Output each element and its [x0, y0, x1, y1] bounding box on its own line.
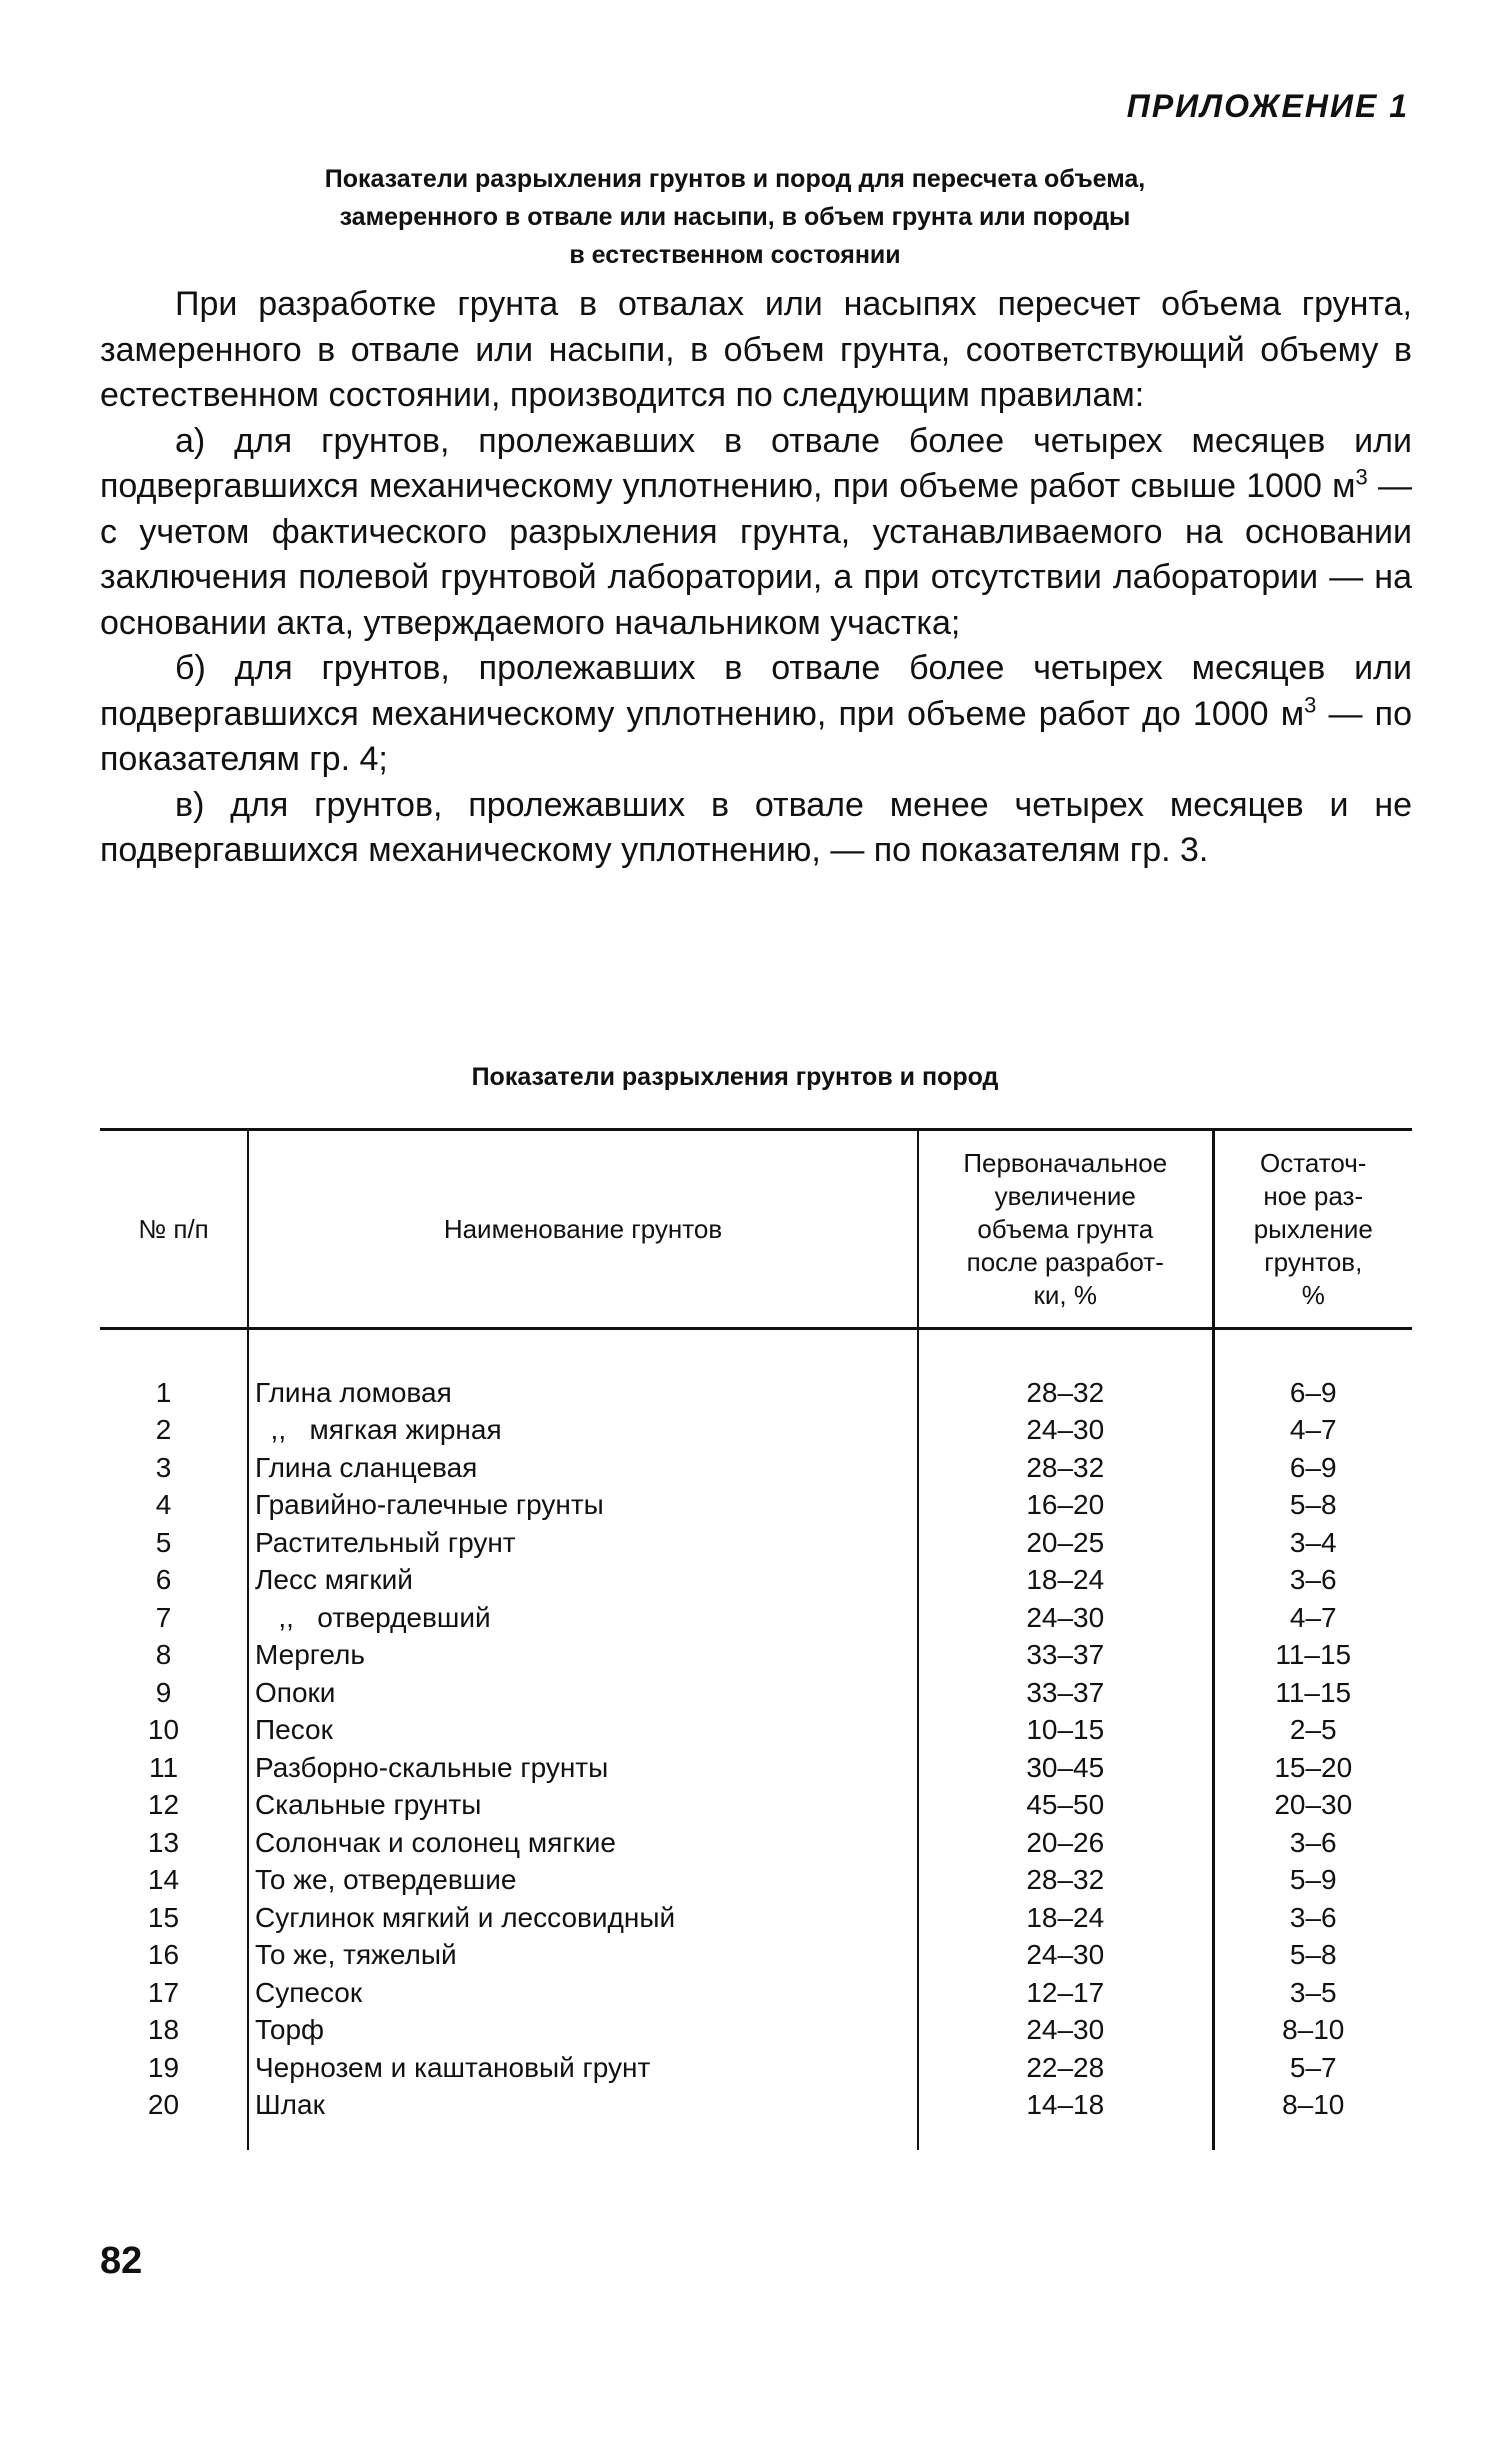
row-initial-increase: 16–20: [918, 1487, 1213, 1525]
header-initial-line: после разработ-: [966, 1246, 1164, 1277]
document-heading: [200, 160, 1270, 274]
row-number: 5: [155, 1526, 172, 1558]
heading-line: замеренного в отвале или насыпи, в объем грунта или породы: [339, 203, 1131, 231]
table-tail-row: [100, 2124, 1412, 2150]
header-residual: [1213, 1130, 1412, 1329]
rule-a-superscript: 3: [1355, 464, 1368, 490]
row-initial-increase: 24–30: [918, 1599, 1213, 1637]
row-initial-increase: 10–15: [918, 1712, 1213, 1750]
row-initial-increase: 14–18: [918, 2087, 1213, 2125]
row-number: 17: [147, 1976, 180, 2008]
row-residual-loosening: 6–9: [1213, 1449, 1412, 1487]
row-name: Леcс мягкий: [248, 1562, 918, 1600]
table-title: Показатели разрыхления грунтов и пород: [471, 1063, 999, 1091]
row-name: То же, отвердевшие: [248, 1862, 918, 1900]
row-name: Шлак: [248, 2087, 918, 2125]
table-row: [100, 1937, 1412, 1975]
row-number: 12: [147, 1789, 180, 1821]
table-row: [100, 1487, 1412, 1525]
header-initial-line: Первоначальное: [963, 1147, 1168, 1178]
row-initial-increase: 45–50: [918, 1787, 1213, 1825]
header-residual-line: грунтов,: [1264, 1246, 1363, 1277]
rule-c-paragraph: в) для грунтов, пролежавших в отвале менее четырех месяцев и не подвергавшихся механическому уплотнению, — по показателям гр. 3.: [100, 785, 1412, 869]
rule-b-superscript: 3: [1304, 692, 1317, 718]
row-number: 7: [155, 1601, 172, 1633]
header-residual-line: ное раз-: [1263, 1180, 1364, 1211]
row-initial-increase: 18–24: [918, 1899, 1213, 1937]
row-number: 11: [148, 1751, 179, 1783]
header-name: Наименование грунтов: [248, 1130, 918, 1329]
rule-a-paragraph: [100, 419, 1412, 647]
header-initial: [918, 1130, 1213, 1329]
row-number: 14: [147, 1864, 180, 1896]
appendix-label: ПРИЛОЖЕНИЕ 1: [1126, 88, 1409, 124]
row-initial-increase: 28–32: [918, 1862, 1213, 1900]
row-name: Гравийно-галечные грунты: [248, 1487, 918, 1525]
row-residual-loosening: 5–7: [1213, 2049, 1412, 2087]
row-residual-loosening: 8–10: [1213, 2012, 1412, 2050]
row-name: Супесок: [248, 1974, 918, 2012]
row-number: 2: [155, 1414, 172, 1446]
row-number: 1: [155, 1376, 172, 1408]
row-number: 15: [147, 1901, 180, 1933]
table-header-row: [100, 1130, 1412, 1329]
row-name: Песок: [248, 1712, 918, 1750]
row-residual-loosening: 20–30: [1213, 1787, 1412, 1825]
row-initial-increase: 24–30: [918, 1937, 1213, 1975]
table-row: [100, 1449, 1412, 1487]
row-name: Глина ломовая: [248, 1374, 918, 1412]
row-initial-increase: 30–45: [918, 1749, 1213, 1787]
header-initial-line: ки, %: [1033, 1279, 1097, 1310]
table-row: [100, 1824, 1412, 1862]
row-residual-loosening: 8–10: [1213, 2087, 1412, 2125]
rule-a-text-tail: — с учетом фактического разрыхления грунта, устанавливаемого на основании заключения полевой грунтовой лаборатории, а при отсутствии лаборатории — на основании акта, утверждаемого начальником участка;: [100, 467, 1412, 642]
row-name: Опоки: [248, 1674, 918, 1712]
loosening-table: [100, 1128, 1412, 2150]
row-number: 13: [147, 1826, 180, 1858]
row-residual-loosening: 15–20: [1213, 1749, 1412, 1787]
row-number: 3: [155, 1451, 172, 1483]
row-number: 18: [147, 2014, 180, 2046]
header-residual-line: Остаточ-: [1260, 1147, 1367, 1178]
rule-a-text: а) для грунтов, пролежавших в отвале более четырех месяцев или подвергавшихся механическому уплотнению, при объеме работ свыше 1000 м: [100, 421, 1412, 505]
table-row: [100, 1562, 1412, 1600]
row-residual-loosening: 3–5: [1213, 1974, 1412, 2012]
row-initial-increase: 20–26: [918, 1824, 1213, 1862]
header-num: № п/п: [100, 1130, 248, 1329]
table-row: [100, 1899, 1412, 1937]
row-name: ,, отвердевший: [248, 1599, 918, 1637]
header-residual-line: рыхление: [1253, 1213, 1373, 1244]
row-number: 20: [147, 2089, 180, 2121]
table-row: [100, 1374, 1412, 1412]
row-initial-increase: 33–37: [918, 1637, 1213, 1675]
header-residual-line: %: [1301, 1279, 1325, 1310]
row-residual-loosening: 5–8: [1213, 1937, 1412, 1975]
row-name: Торф: [248, 2012, 918, 2050]
row-residual-loosening: 5–9: [1213, 1862, 1412, 1900]
row-name: Солончак и солонец мягкие: [248, 1824, 918, 1862]
row-initial-increase: 24–30: [918, 2012, 1213, 2050]
table-row: [100, 1674, 1412, 1712]
row-name: Чернозем и каштановый грунт: [248, 2049, 918, 2087]
body-text: [100, 282, 1412, 874]
row-name: То же, тяжелый: [248, 1937, 918, 1975]
table-row: [100, 1712, 1412, 1750]
row-number: 9: [155, 1676, 172, 1708]
page-number: 82: [100, 2240, 143, 2282]
row-name: Растительный грунт: [248, 1524, 918, 1562]
rule-b-text-tail: — по показателям гр. 4;: [100, 694, 1412, 778]
row-name: ,, мягкая жирная: [248, 1412, 918, 1450]
data-table: [100, 1128, 1412, 2150]
row-number: 19: [147, 2051, 180, 2083]
table-row: [100, 1862, 1412, 1900]
row-residual-loosening: 11–15: [1213, 1637, 1412, 1675]
table-row: [100, 1787, 1412, 1825]
header-initial-line: объема грунта: [977, 1213, 1154, 1244]
table-spacer-row: [100, 1329, 1412, 1375]
row-residual-loosening: 4–7: [1213, 1599, 1412, 1637]
table-row: [100, 1524, 1412, 1562]
row-initial-increase: 20–25: [918, 1524, 1213, 1562]
table-row: [100, 1412, 1412, 1450]
row-name: Скальные грунты: [248, 1787, 918, 1825]
table-row: [100, 1749, 1412, 1787]
rule-b-paragraph: [100, 646, 1412, 783]
row-number: 16: [147, 1939, 180, 1971]
row-residual-loosening: 3–4: [1213, 1524, 1412, 1562]
row-initial-increase: 28–32: [918, 1449, 1213, 1487]
table-body: [100, 1329, 1412, 2151]
row-residual-loosening: 5–8: [1213, 1487, 1412, 1525]
table-row: [100, 1599, 1412, 1637]
row-residual-loosening: 2–5: [1213, 1712, 1412, 1750]
row-name: Разборно-скальные грунты: [248, 1749, 918, 1787]
table-row: [100, 1974, 1412, 2012]
table-row: [100, 2087, 1412, 2125]
row-name: Суглинок мягкий и лессовидный: [248, 1899, 918, 1937]
row-initial-increase: 22–28: [918, 2049, 1213, 2087]
rule-b-text: б) для грунтов, пролежавших в отвале более четырех месяцев или подвергавшихся механическому уплотнению, при объеме работ до 1000 м: [100, 649, 1412, 733]
row-initial-increase: 24–30: [918, 1412, 1213, 1450]
row-number: 8: [155, 1639, 172, 1671]
row-number: 10: [147, 1714, 180, 1746]
row-initial-increase: 28–32: [918, 1374, 1213, 1412]
row-residual-loosening: 3–6: [1213, 1899, 1412, 1937]
heading-line: в естественном состоянии: [569, 241, 901, 269]
row-initial-increase: 12–17: [918, 1974, 1213, 2012]
heading-line: Показатели разрыхления грунтов и пород для пересчета объема,: [324, 165, 1146, 193]
header-initial-line: увеличение: [994, 1180, 1136, 1211]
row-residual-loosening: 4–7: [1213, 1412, 1412, 1450]
row-name: Глина сланцевая: [248, 1449, 918, 1487]
row-residual-loosening: 3–6: [1213, 1824, 1412, 1862]
row-residual-loosening: 6–9: [1213, 1374, 1412, 1412]
row-initial-increase: 33–37: [918, 1674, 1213, 1712]
row-name: Мергель: [248, 1637, 918, 1675]
row-residual-loosening: 3–6: [1213, 1562, 1412, 1600]
row-residual-loosening: 11–15: [1213, 1674, 1412, 1712]
table-row: [100, 1637, 1412, 1675]
intro-paragraph: При разработке грунта в отвалах или насыпях пересчет объема грунта, замеренного в отвале или насыпи, в объем грунта, соответствующий объему в естественном состоянии, производится по следующим правилам:: [100, 285, 1412, 414]
row-number: 6: [155, 1564, 172, 1596]
table-row: [100, 2012, 1412, 2050]
row-initial-increase: 18–24: [918, 1562, 1213, 1600]
row-number: 4: [155, 1489, 172, 1521]
table-row: [100, 2049, 1412, 2087]
